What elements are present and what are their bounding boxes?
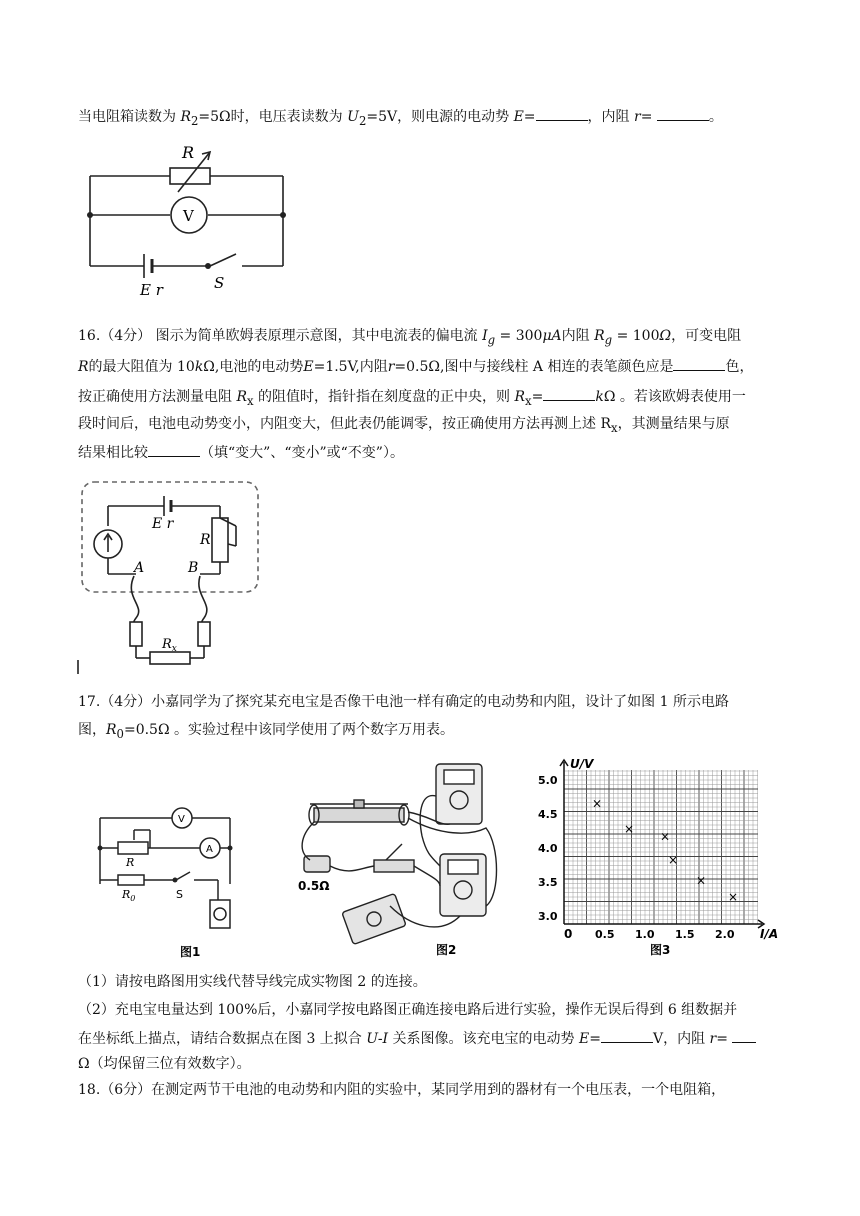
ui-graph-fig3: [536, 756, 786, 966]
y-tick-label: 5.0: [538, 773, 558, 787]
y-tick-label: 3.5: [538, 875, 558, 889]
rheostat-label: R: [126, 856, 135, 869]
q17-sub1: （1）请按电路图用实线代替导线完成实物图 2 的连接。: [78, 974, 427, 990]
figure-2-caption: 图2: [436, 943, 457, 957]
resistor-label: R: [182, 143, 195, 162]
q16-line1: 16.（4分） 图示为简单欧姆表原理示意图，其中电流表的偏电流 $I_g = 300\mu A$内阻 $R_g = 100\Omega$，可变电阻: [78, 328, 742, 347]
switch-label: S: [176, 888, 183, 901]
figure-3-caption: 图3: [650, 943, 671, 957]
answer-blank[interactable]: [601, 1028, 653, 1043]
resistor-value-label: 0.5Ω: [298, 879, 330, 893]
q17-line1: 17.（4分）小嘉同学为了探究某充电宝是否像干电池一样有确定的电动势和内阻，设计了如图 1 所示电路: [78, 694, 729, 710]
q18-line1: 18.（6分）在测定两节干电池的电动势和内阻的实验中，某同学用到的器材有一个电压表，一个电阻箱，: [78, 1082, 726, 1098]
q17-sub2-line3: Ω（均保留三位有效数字）。: [78, 1056, 251, 1072]
rx-label: $R_x$: [162, 637, 177, 654]
data-point: ×: [624, 821, 635, 836]
data-point: ×: [668, 853, 679, 868]
q17-line2: 图，$R_0=0.5\Omega$ 。实验过程中该同学使用了两个数字万用表。: [78, 722, 455, 741]
answer-blank[interactable]: [543, 386, 595, 401]
variable-resistor-label: R: [200, 532, 211, 548]
x-tick-label: 1.5: [675, 928, 695, 941]
figure-1-caption: 图1: [180, 945, 201, 959]
answer-blank[interactable]: [148, 442, 200, 457]
answer-blank[interactable]: [732, 1028, 756, 1043]
data-point: ×: [660, 829, 671, 844]
data-point: ×: [696, 873, 707, 888]
terminal-b-label: B: [188, 560, 199, 576]
battery-label: E r: [140, 281, 163, 298]
y-tick-label: 4.0: [538, 841, 558, 855]
x-axis-label: I/A: [760, 927, 779, 941]
answer-blank[interactable]: [657, 106, 709, 121]
switch-label: S: [214, 274, 225, 292]
q16-line5: 结果相比较 （填“变大”、“变小”或“不变”）。: [78, 442, 404, 463]
q16-line3: 按正确使用方法测量电阻 $R_x$ 的阻值时，指针指在刻度盘的正中央，则 $R_x= k\Omega$ 。若该欧姆表使用一: [78, 386, 746, 411]
ohmmeter-figure-q16: [76, 478, 266, 674]
y-tick-label: 3.0: [538, 910, 558, 923]
q17-sub2-line2: 在坐标纸上描点，请结合数据点在图 3 上拟合 U-I 关系图像。该充电宝的电动势 E= V，内阻 r=: [78, 1028, 756, 1049]
q15-text: 当电阻箱读数为 $R_2=5\Omega$时，电压表读数为 $U_2=5V$，则电源的电动势 E= ，内阻 r= 。: [78, 106, 723, 131]
voltmeter-label: V: [178, 814, 185, 825]
ammeter-label: A: [206, 844, 213, 855]
x-tick-label: 0.5: [595, 928, 615, 941]
q17-sub2-line1: （2）充电宝电量达到 100%后，小嘉同学按电路图正确连接电路后进行实验，操作无误后得到 6 组数据并: [78, 1002, 738, 1018]
answer-blank[interactable]: [536, 106, 588, 121]
q16-line2: R的最大阻值为 10kΩ,电池的电动势E=1.5V,内阻r=0.5Ω,图中与接线柱 A 相连的表笔颜色应是 色，: [78, 356, 753, 377]
x-tick-label: 2.0: [715, 928, 735, 941]
data-point: ×: [728, 889, 739, 904]
circuit-diagram-fig1: [90, 800, 250, 964]
q16-line4: 段时间后，电池电动势变小，内阻变大，但此表仍能调零，按正确使用方法再测上述 $R_x$，其测量结果与原: [78, 416, 730, 435]
terminal-a-label: A: [134, 560, 145, 576]
apparatus-photo-fig2: [290, 756, 510, 966]
origin-label: 0: [564, 927, 573, 941]
data-point: ×: [592, 796, 603, 811]
y-axis-label: U/V: [570, 757, 594, 771]
x-tick-label: 1.0: [635, 928, 655, 941]
y-tick-label: 4.5: [538, 807, 558, 821]
r0-label: $R_0$: [122, 888, 136, 903]
circuit-figure-q15: [78, 138, 298, 298]
battery-label: E r: [152, 516, 174, 532]
voltmeter-label: V: [183, 207, 194, 225]
answer-blank[interactable]: [673, 356, 725, 371]
